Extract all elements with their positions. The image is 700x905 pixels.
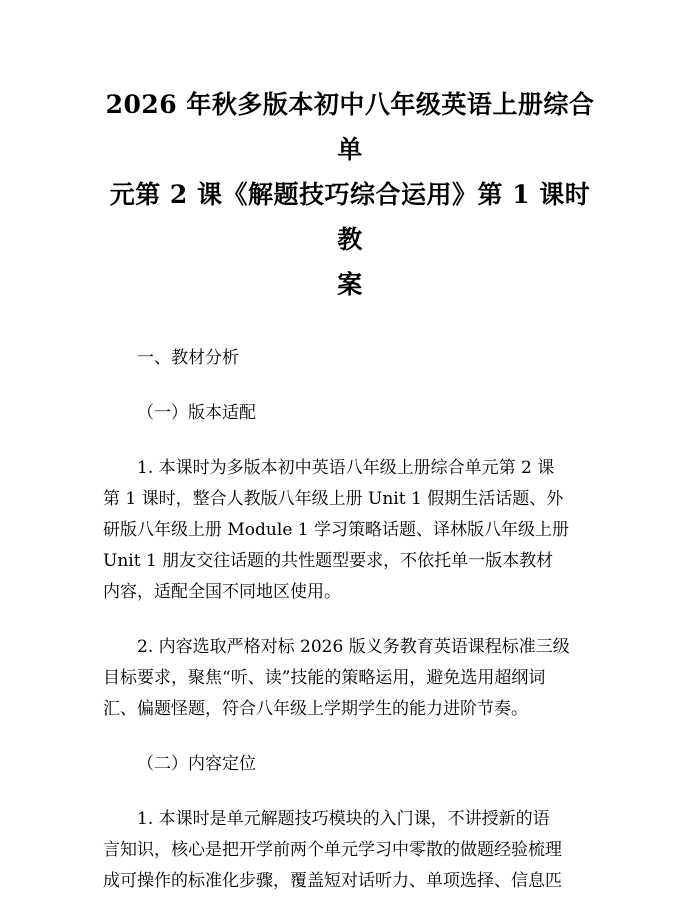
title-line: 2026 年秋多版本初中八年级英语上册综合单 <box>105 90 595 164</box>
paragraph-2: 2. 内容选取严格对标 2026 版义务教育英语课程标准三级 目标要求，聚焦“听、读”技能的策略运用，避免选用超纲词 汇、偏题怪题，符合八年级上学期学生的能力进阶节奏。 <box>103 637 570 719</box>
section-heading-textbook-analysis: 一、教材分析 <box>137 348 239 368</box>
title-line: 元第 2 课《解题技巧综合运用》第 1 课时教 <box>109 180 591 254</box>
subsection-heading-version-fit: （一）版本适配 <box>137 403 256 423</box>
paragraph-3: 1. 本课时是单元解题技巧模块的入门课，不讲授新的语 言知识，核心是把开学前两个单元学习中零散的做题经验梳理 成可操作的标准化步骤，覆盖短对话听力、单项选择、信息匹 <box>103 809 562 891</box>
title-line: 案 <box>337 270 363 299</box>
paragraph-1: 1. 本课时为多版本初中英语八年级上册综合单元第 2 课 第 1 课时，整合人教版八年级上册 Unit 1 假期生活话题、外 研版八年级上册 Module 1 学习策略话题、译林版八年级上册 Unit 1 朋友交往话题的共性题型要求，不依托单一版本教材 内容，适配全国不同地区使用。 <box>103 458 569 602</box>
document-title <box>103 82 597 307</box>
subsection-heading-content-positioning: （二）内容定位 <box>137 754 256 774</box>
